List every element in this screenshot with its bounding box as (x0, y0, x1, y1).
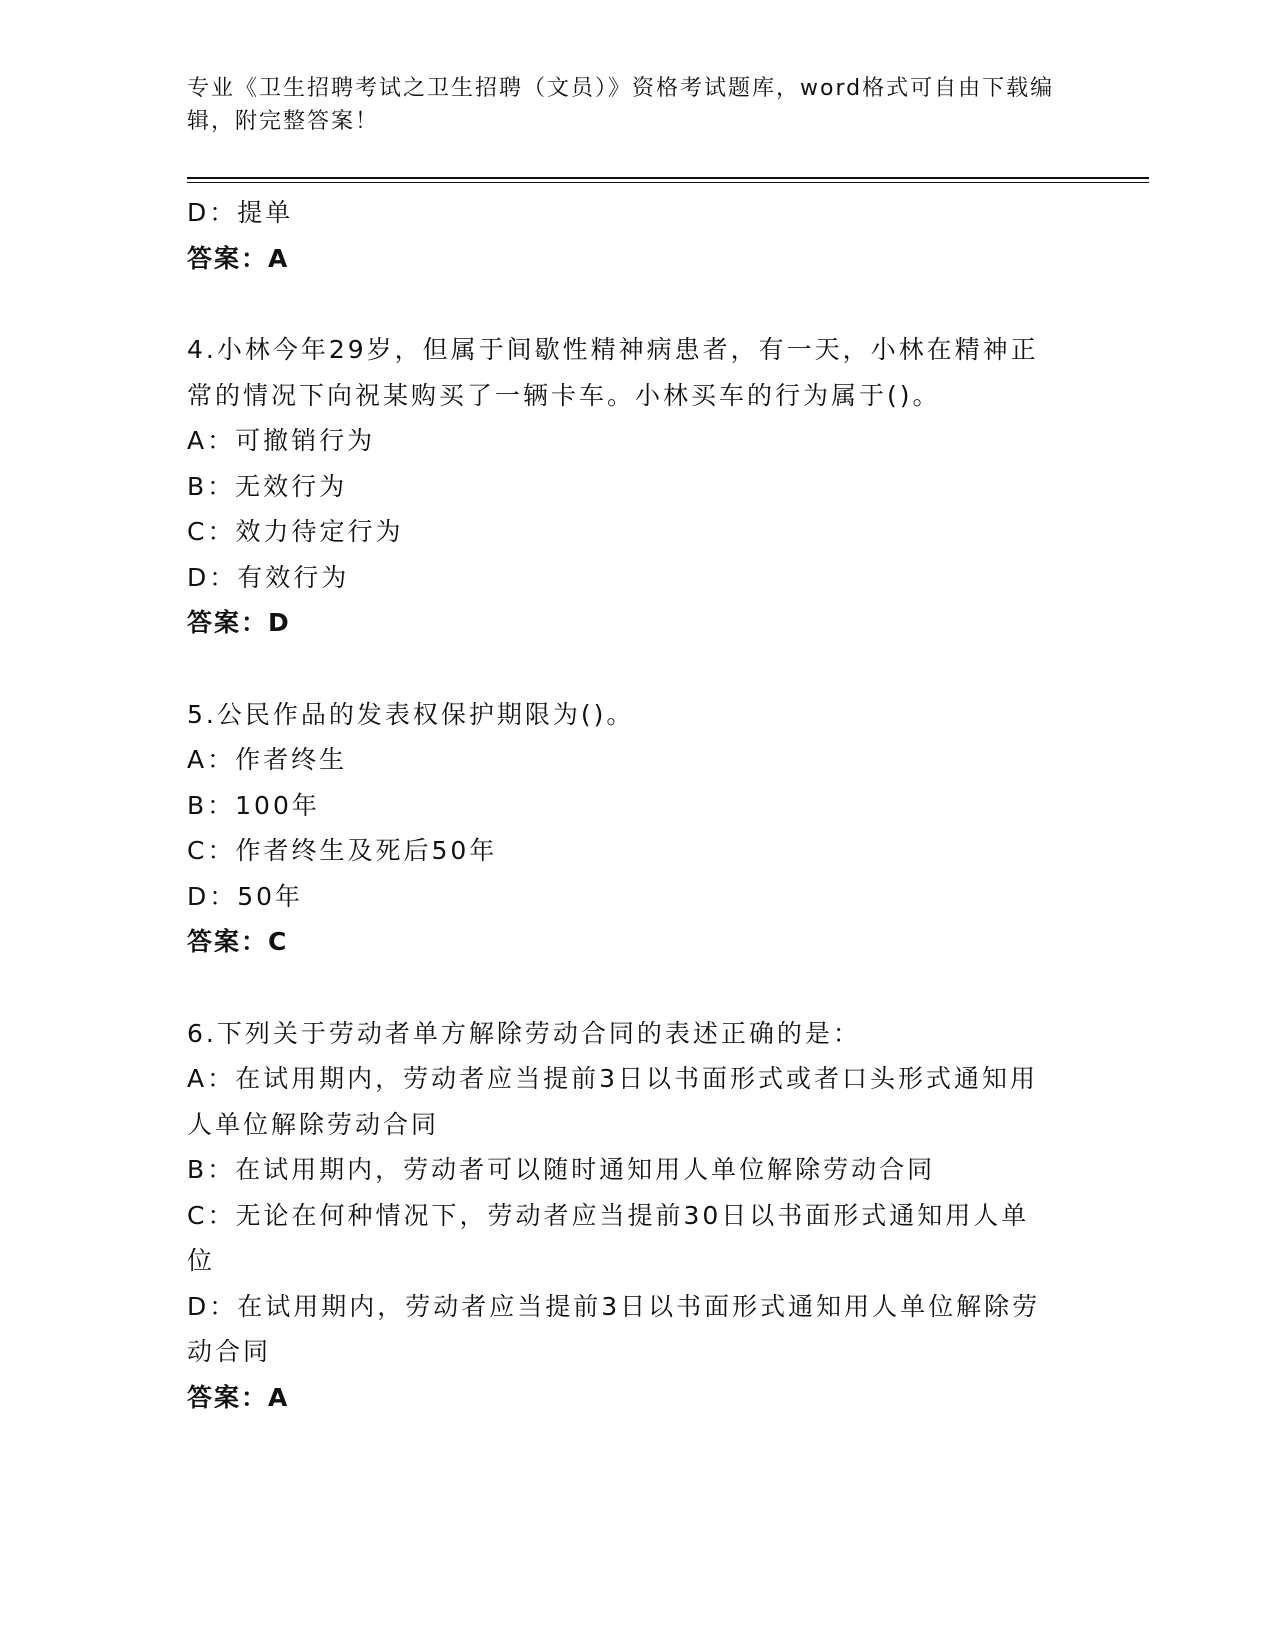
option-d: D：在试用期内，劳动者应当提前3日以书面形式通知用人单位解除劳 (187, 1291, 1041, 1321)
question-stem-line: 常的情况下向祝某购买了一辆卡车。小林买车的行为属于()。 (187, 380, 941, 410)
option-a: A：在试用期内，劳动者应当提前3日以书面形式或者口头形式通知用 (187, 1064, 1039, 1093)
header-divider-thin (187, 182, 1149, 183)
question-5 (187, 692, 1087, 965)
question-stem-line: 5.公民作品的发表权保护期限为()。 (187, 699, 635, 729)
question-gap (187, 646, 1087, 692)
option-c: C：无论在何种情况下，劳动者应当提前30日以书面形式通知用人单 (187, 1200, 1030, 1230)
question-3-tail (187, 190, 1087, 281)
option-d-continued: 动合同 (187, 1337, 272, 1366)
question-stem-line: 4.小林今年29岁，但属于间歇性精神病患者，有一天，小林在精神正 (187, 335, 1039, 364)
question-4 (187, 327, 1087, 646)
header-text: 专业《卫生招聘考试之卫生招聘（文员）》资格考试题库，word格式可自由下载编辑，附完整答案！ (187, 76, 1055, 134)
option-a-continued: 人单位解除劳动合同 (187, 1109, 440, 1139)
option-c-continued: 位 (187, 1246, 216, 1275)
option-b: B：在试用期内，劳动者可以随时通知用人单位解除劳动合同 (187, 1155, 936, 1184)
option-d: D：提单 (187, 198, 294, 227)
question-6 (187, 1011, 1087, 1421)
option-c: C：作者终生及死后50年 (187, 836, 498, 865)
page-header (187, 72, 1067, 138)
option-a: A：作者终生 (187, 745, 348, 774)
answer-line: 答案：A (187, 1382, 290, 1412)
option-a: A：可撤销行为 (187, 426, 376, 455)
option-c: C：效力待定行为 (187, 517, 404, 546)
answer-line: 答案：A (187, 243, 290, 273)
question-gap (187, 281, 1087, 327)
question-stem-line: 6.下列关于劳动者单方解除劳动合同的表述正确的是： (187, 1018, 861, 1048)
answer-line: 答案：D (187, 608, 291, 637)
option-b: B：无效行为 (187, 471, 348, 501)
option-d: D：50年 (187, 881, 304, 911)
option-d: D：有效行为 (187, 562, 350, 592)
header-divider-thick (187, 177, 1149, 179)
question-list (187, 190, 1087, 1420)
option-b: B：100年 (187, 790, 320, 820)
question-gap (187, 965, 1087, 1011)
answer-line: 答案：C (187, 927, 289, 956)
